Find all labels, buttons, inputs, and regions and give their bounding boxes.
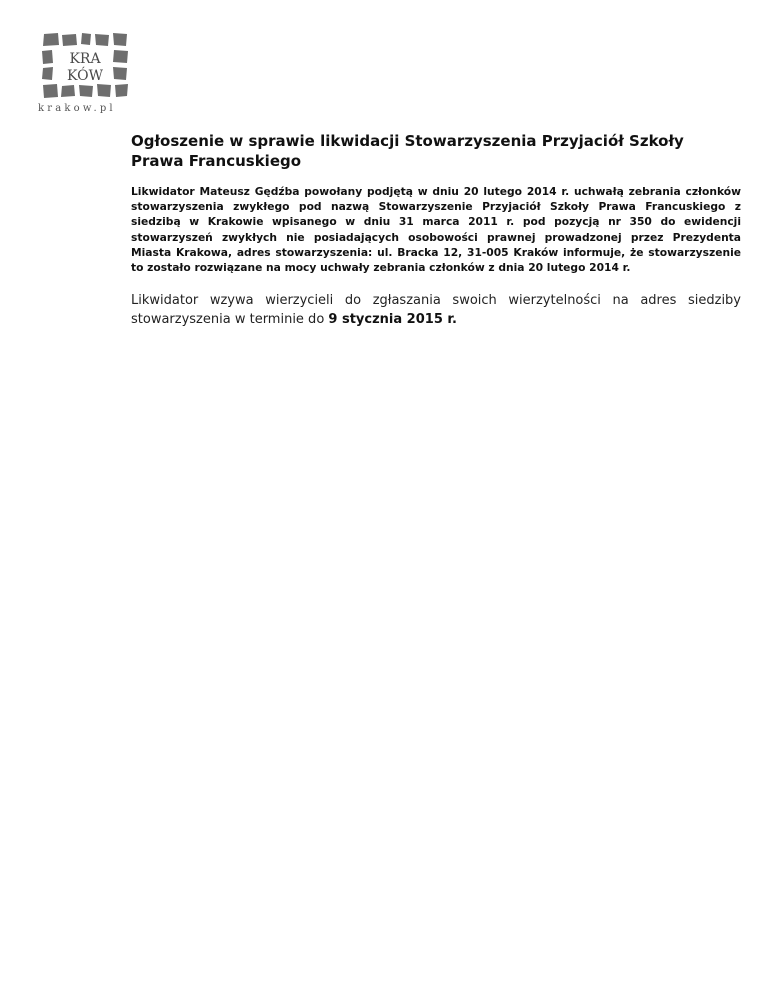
krakow-logo [38,30,138,120]
krakow-mosaic-icon [38,30,134,102]
logo-wordmark-bottom: KÓW [67,68,103,84]
logo-caption: krakow.pl [38,103,116,114]
notice [131,131,741,329]
notice-title: Ogłoszenie w sprawie likwidacji Stowarzyszenia Przyjaciół Szkoły Prawa Francuskiego [131,132,684,170]
notice-intro: Likwidator Mateusz Gędźba powołany podjętą w dniu 20 lutego 2014 r. uchwałą zebrania członków stowarzyszenia zwykłego pod nazwą Stowarzyszenie Przyjaciół Szkoły Prawa Francuskiego z siedzibą w Krakowie wpisanego w dniu 31 marca 2011 r. pod pozycją nr 350 do ewidencji stowarzyszeń zwykłych nie posiadających osobowości prawnej prowadzonej przez Prezydenta Miasta Krakowa, adres stowarzyszenia: ul. Bracka 12, 31-005 Kraków informuje, że stowarzyszenie to zostało rozwiązane na mocy uchwały zebrania członków z dnia 20 lutego 2014 r. [131,185,741,275]
logo-wordmark-top: KRA [69,51,101,67]
claim-deadline: 9 stycznia 2015 r. [328,312,457,328]
notice-creditor-call [131,291,741,329]
creditor-call-text: Likwidator wzywa wierzycieli do zgłaszania swoich wierzytelności na adres siedziby stowarzyszenia w terminie do [131,293,741,328]
